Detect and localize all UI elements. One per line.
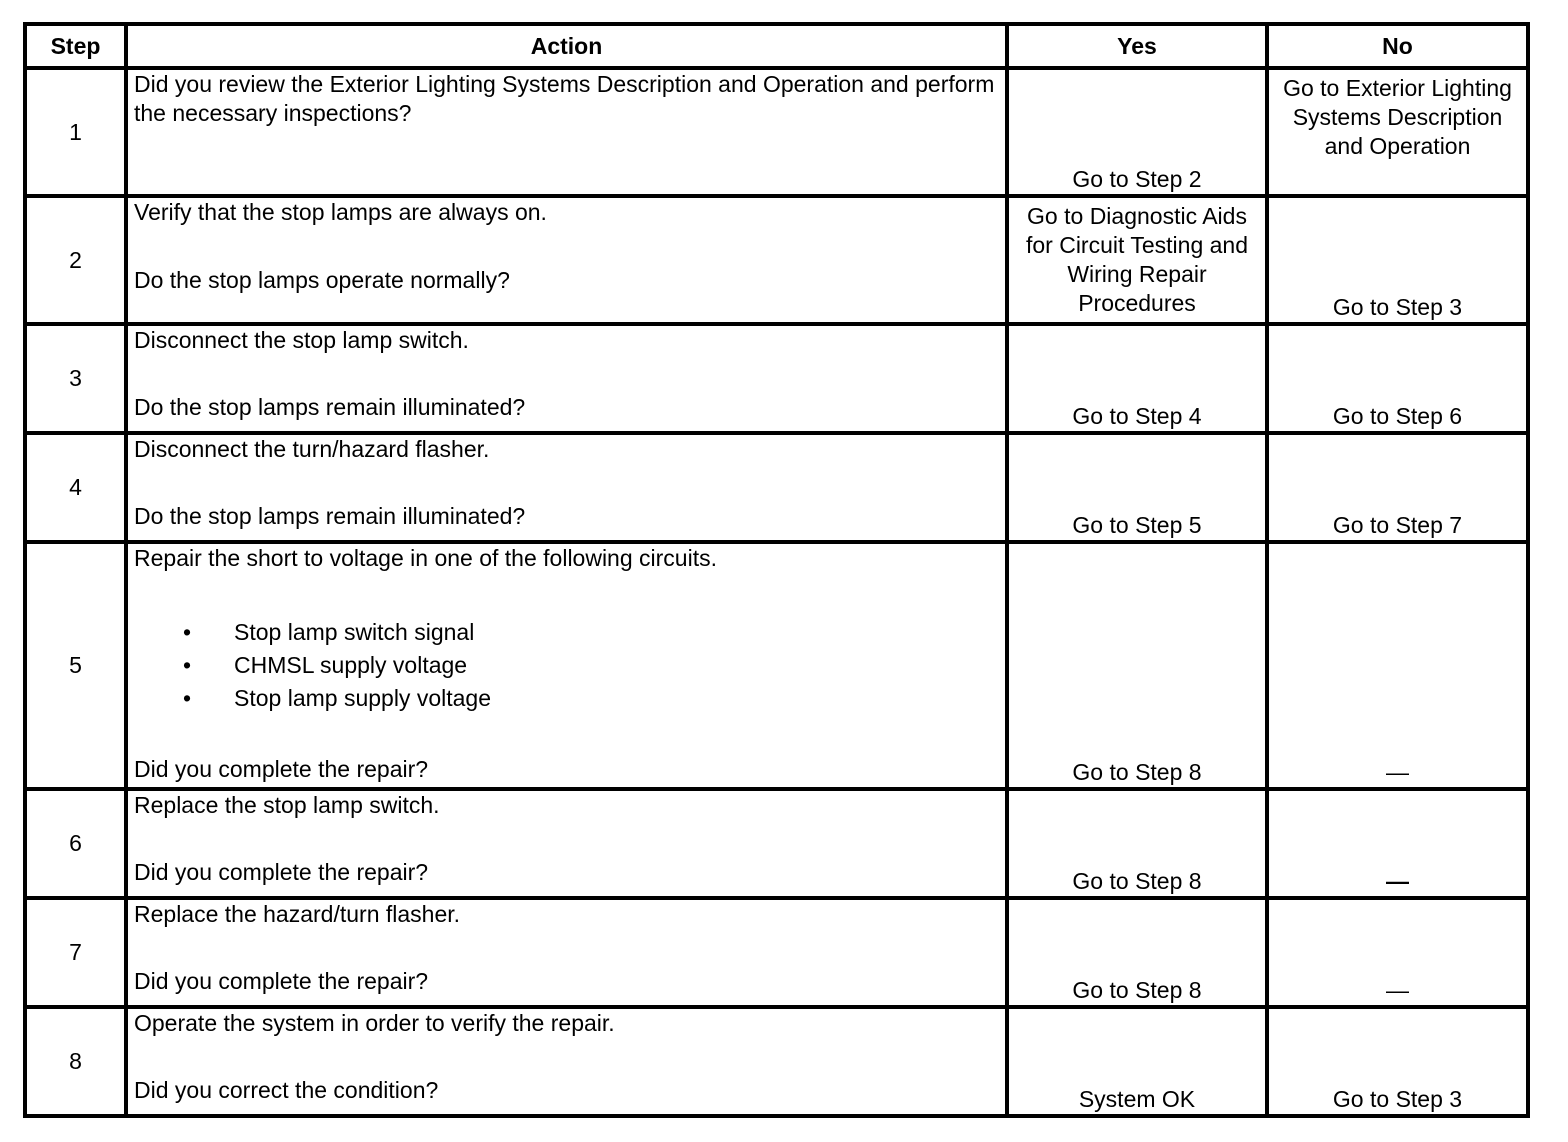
step-number: 8 [25,1007,126,1116]
yes-result: Go to Step 8 [1007,542,1267,789]
list-item-label: Stop lamp switch signal [234,619,475,645]
action-question: Do the stop lamps remain illuminated? [134,503,526,529]
yes-result: Go to Step 4 [1007,324,1267,433]
yes-result: Go to Step 8 [1007,898,1267,1007]
list-item [134,649,999,682]
action-cell [126,542,1007,789]
action-question: Did you complete the repair? [134,756,429,782]
action-instruction: Disconnect the stop lamp switch. [134,327,469,353]
table-row [25,324,1528,433]
list-item-label: Stop lamp supply voltage [234,685,491,711]
action-cell [126,324,1007,433]
yes-result: System OK [1007,1007,1267,1116]
step-number: 7 [25,898,126,1007]
action-instruction: Verify that the stop lamps are always on. [134,199,547,225]
header-row [25,24,1528,68]
table-row [25,542,1528,789]
table-row [25,433,1528,542]
yes-result: Go to Step 5 [1007,433,1267,542]
bullet-icon: • [183,619,192,645]
action-instruction: Replace the hazard/turn flasher. [134,901,461,927]
header-no: No [1267,24,1528,68]
action-cell [126,196,1007,324]
step-number: 1 [25,68,126,196]
action-cell [126,789,1007,898]
step-number: 4 [25,433,126,542]
action-instruction: Operate the system in order to verify the repair. [134,1010,615,1036]
table-row [25,1007,1528,1116]
yes-result: Go to Step 8 [1007,789,1267,898]
no-result: Go to Exterior Lighting Systems Description and Operation [1267,68,1528,196]
no-result: Go to Step 7 [1267,433,1528,542]
action-instruction: Repair the short to voltage in one of the following circuits. [134,545,717,571]
action-cell [126,433,1007,542]
dash-placeholder: — [1386,868,1409,894]
action-question: Do the stop lamps remain illuminated? [134,394,526,420]
action-cell [126,898,1007,1007]
table-row [25,196,1528,324]
no-result: Go to Step 6 [1267,324,1528,433]
table-row [25,789,1528,898]
header-action: Action [126,24,1007,68]
step-number: 3 [25,324,126,433]
step-number: 2 [25,196,126,324]
no-result [1267,789,1528,898]
dash-placeholder: — [1386,977,1409,1003]
action-question: Did you correct the condition? [134,1077,439,1103]
action-cell [126,1007,1007,1116]
list-item [134,616,999,649]
no-result [1267,542,1528,789]
action-text: Did you review the Exterior Lighting Systems Description and Operation and perform the necessary inspections? [126,68,1007,196]
yes-result: Go to Diagnostic Aids for Circuit Testing and Wiring Repair Procedures [1007,196,1267,324]
action-instruction: Replace the stop lamp switch. [134,792,440,818]
dash-placeholder: — [1386,759,1409,785]
action-question: Do the stop lamps operate normally? [134,267,510,293]
action-question: Did you complete the repair? [134,859,429,885]
step-number: 6 [25,789,126,898]
diagnostic-table [23,22,1530,1118]
no-result [1267,898,1528,1007]
table-row [25,68,1528,196]
no-result: Go to Step 3 [1267,1007,1528,1116]
header-yes: Yes [1007,24,1267,68]
list-item [134,682,999,715]
circuit-list [134,616,999,715]
action-instruction: Disconnect the turn/hazard flasher. [134,436,490,462]
action-question: Did you complete the repair? [134,968,429,994]
no-result: Go to Step 3 [1267,196,1528,324]
table-row [25,898,1528,1007]
header-step: Step [25,24,126,68]
list-item-label: CHMSL supply voltage [234,652,468,678]
step-number: 5 [25,542,126,789]
bullet-icon: • [183,652,192,678]
yes-result: Go to Step 2 [1007,68,1267,196]
bullet-icon: • [183,685,192,711]
